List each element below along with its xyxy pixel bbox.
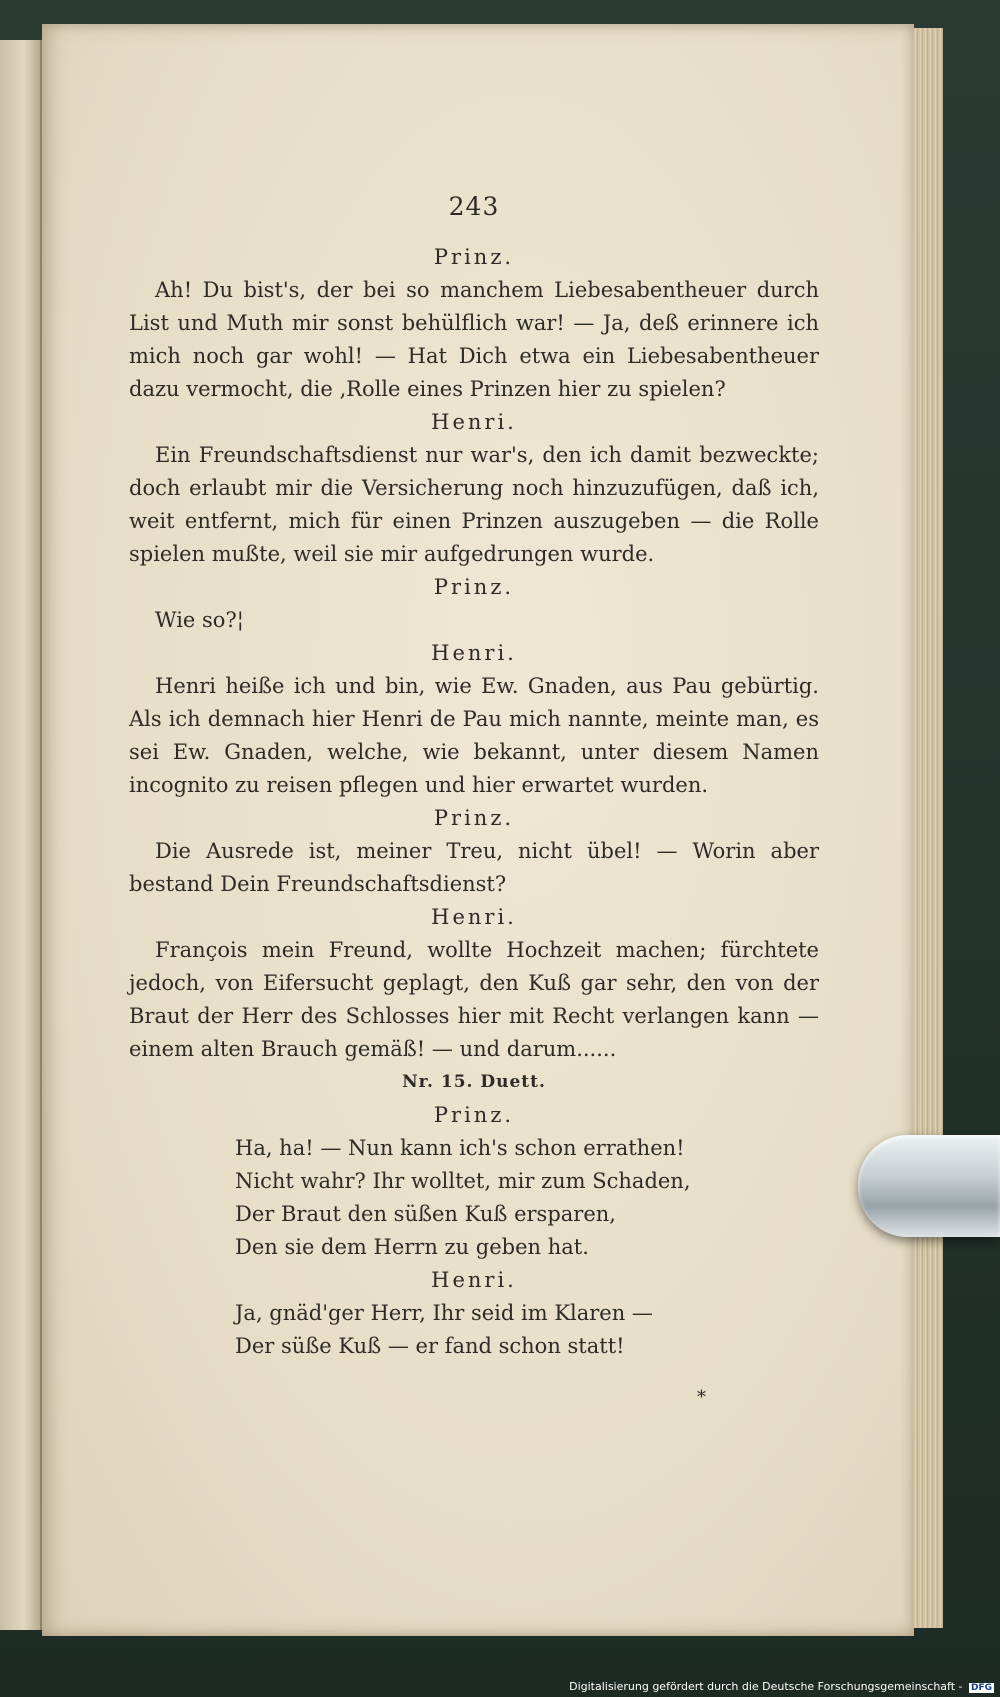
verse-stanza (235, 1132, 819, 1264)
verse-stanza (235, 1297, 819, 1363)
dialogue-paragraph: François mein Freund, wollte Hochzeit machen; fürchtete jedoch, von Eifersucht geplagt, den Kuß gar sehr, den von der Braut der Herr des Schlosses hier mit Recht verlangen kann — einem alten Brauch gemäß! — und darum...... (129, 938, 819, 1061)
dfg-logo: DFG (970, 1683, 992, 1693)
page-clip (858, 1135, 1000, 1237)
verse-line: Der süße Kuß — er fand schon statt! (235, 1334, 625, 1358)
speaker-label: Henri. (431, 905, 517, 929)
dialogue-paragraph: Ah! Du bist's, der bei so manchem Liebesabentheuer durch List und Muth mir sonst behülflich war! — Ja, deß erinnere ich mich noch gar wohl! — Hat Dich etwa ein Liebesabentheuer dazu vermocht, die ‚Rolle eines Prinzen hier zu spielen? (129, 278, 819, 401)
speaker-label: Prinz. (433, 806, 515, 830)
footer-credit (569, 1680, 994, 1693)
page-number: 243 (448, 192, 500, 221)
speaker-label: Prinz. (433, 1103, 515, 1127)
speaker-label: Prinz. (433, 245, 515, 269)
footer-text: Digitalisierung gefördert durch die Deutsche Forschungsgemeinschaft - (569, 1680, 963, 1693)
section-heading: Nr. 15. Duett. (402, 1072, 546, 1092)
asterisk-mark: * (697, 1387, 706, 1408)
verse-line: Den sie dem Herrn zu geben hat. (235, 1235, 589, 1259)
left-page-edge (0, 40, 42, 1630)
dialogue-paragraph: Die Ausrede ist, meiner Treu, nicht übel! — Worin aber bestand Dein Freundschaftsdienst? (129, 839, 819, 896)
speaker-label: Prinz. (433, 575, 515, 599)
verse-line: Der Braut den süßen Kuß ersparen, (235, 1202, 616, 1226)
page-text (129, 190, 819, 1363)
verse-line: Ja, gnäd'ger Herr, Ihr seid im Klaren — (235, 1301, 653, 1325)
dialogue-paragraph: Ein Freundschaftsdienst nur war's, den ich damit bezweckte; doch erlaubt mir die Versicherung noch hinzuzufügen, daß ich, weit entfernt, mich für einen Prinzen auszugeben — die Rolle spielen mußte, weil sie mir aufgedrungen wurde. (129, 443, 819, 566)
speaker-label: Henri. (431, 641, 517, 665)
dialogue-paragraph: Henri heiße ich und bin, wie Ew. Gnaden, aus Pau gebürtig. Als ich demnach hier Henri de Pau mich nannte, meinte man, es sei Ew. Gnaden, welche, wie bekannt, unter diesem Namen incognito zu reisen pflegen und hier erwartet wurden. (129, 674, 819, 797)
verse-line: Nicht wahr? Ihr wolltet, mir zum Schaden, (235, 1169, 691, 1193)
speaker-label: Henri. (431, 410, 517, 434)
verse-line: Ha, ha! — Nun kann ich's schon errathen! (235, 1136, 685, 1160)
speaker-label: Henri. (431, 1268, 517, 1292)
dialogue-paragraph: Wie so?¦ (155, 608, 244, 632)
